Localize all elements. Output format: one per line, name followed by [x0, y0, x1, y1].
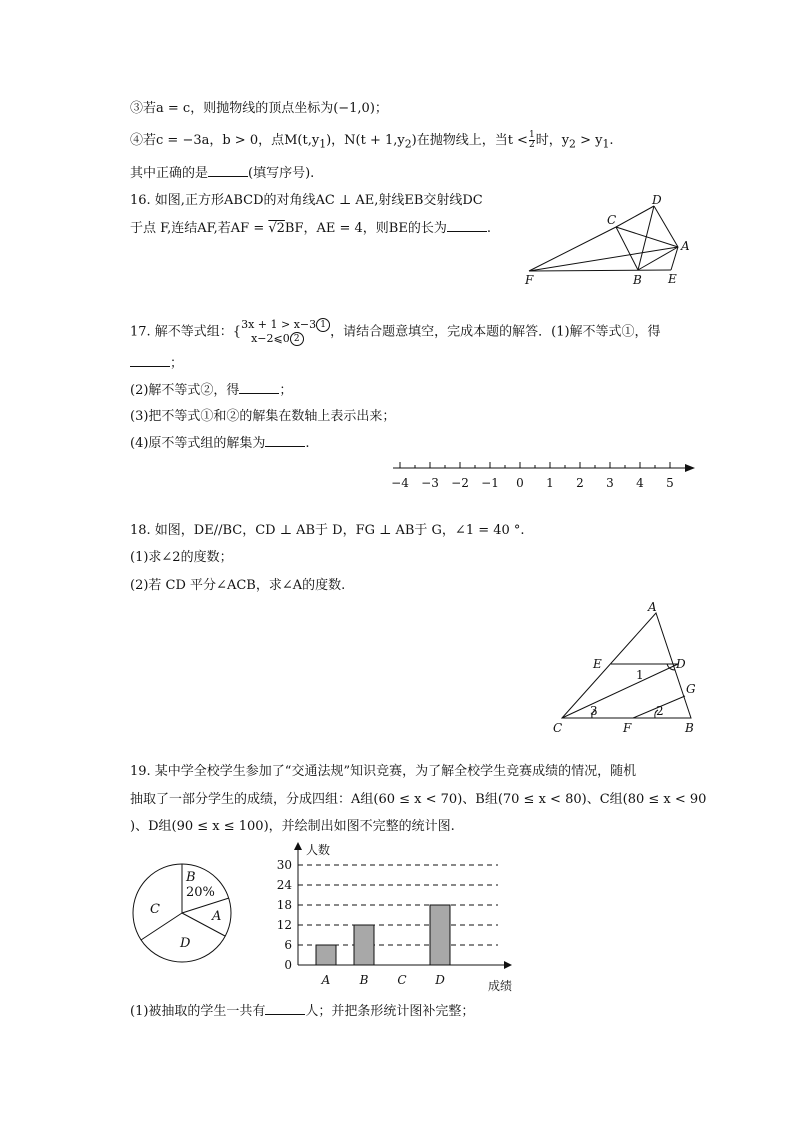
label-A: A	[648, 600, 657, 614]
arrow-right-icon	[685, 464, 695, 472]
q19-line1: 19. 某中学全校学生参加了“交通法规”知识竞赛，为了解全校学生竞赛成绩的情况，随机	[130, 764, 637, 779]
y-tick-label: 0	[284, 958, 292, 972]
axis-tick-label: 2	[576, 476, 584, 490]
pie-label-B: B	[186, 870, 196, 885]
label-C: C	[553, 721, 563, 735]
label-G: G	[686, 682, 696, 696]
label-B: B	[633, 273, 642, 287]
y-tick-label: 12	[276, 918, 292, 932]
inequality-system: 3x + 1 > x−3 1 x−2⩽0 2	[241, 318, 330, 346]
axis-tick-label: −4	[391, 476, 409, 490]
q18-part2: (2)若 CD 平分∠ACB，求∠A的度数.	[130, 578, 346, 593]
q16-figure	[520, 190, 700, 290]
q18-figure	[545, 596, 705, 740]
q16-line2: 于点 F,连结AF,若AF = √2BF，AE = 4，则BE的长为 .	[130, 221, 491, 236]
axis-tick-label: 1	[546, 476, 554, 490]
axis-tick-label: −3	[421, 476, 439, 490]
axis-tick-label: 3	[606, 476, 614, 490]
q17-part3: (3)把不等式①和②的解集在数轴上表示出来；	[130, 409, 396, 424]
y-tick-label: 6	[284, 938, 292, 952]
pie-label-A: A	[212, 909, 222, 924]
axis-tick-label: −2	[451, 476, 469, 490]
q15-item3: ③若a = c，则抛物线的顶点坐标为(−1,0)；	[130, 101, 388, 116]
answer-blank[interactable]	[208, 164, 248, 177]
q19-part1: (1)被抽取的学生一共有 人；并把条形统计图补完整；	[130, 1004, 475, 1019]
answer-blank[interactable]	[447, 219, 487, 232]
axis-tick-label: −1	[481, 476, 499, 490]
q18-part1: (1)求∠2的度数；	[130, 550, 233, 565]
q17-part4: (4)原不等式组的解集为 .	[130, 436, 310, 451]
q16-line1: 16. 如图,正方形ABCD的对角线AC ⊥ AE,射线EB交射线DC	[130, 193, 483, 208]
q15-item4: ④若c = −3a，b > 0，点$M(t,y_1)$，$N(t + 1,y_2)$在抛物线上，当t < $\frac{1}{2}$ 时，$y_2 > y_1$.	[130, 130, 614, 151]
q18-line1: 18. 如图，DE//BC，CD ⊥ AB于 D，FG ⊥ AB于 G，∠1 = 40 °.	[130, 523, 525, 538]
label-C: C	[607, 213, 617, 227]
y-tick-label: 30	[276, 858, 292, 872]
label-F: F	[525, 273, 534, 287]
answer-blank[interactable]	[130, 354, 170, 367]
number-line	[385, 455, 705, 495]
bar-chart	[268, 838, 513, 993]
label-A: A	[681, 239, 690, 253]
answer-blank[interactable]	[265, 1002, 305, 1015]
axis-tick-label: 4	[636, 476, 644, 490]
angle-label-2: 2	[656, 704, 664, 718]
axis-tick-label: 5	[666, 476, 674, 490]
y-tick-label: 24	[276, 878, 292, 892]
q19-line3: )、D组(90 ≤ x ≤ 100)，并绘制出如图不完整的统计图.	[130, 819, 455, 834]
label-E: E	[668, 272, 677, 286]
pie-chart	[128, 860, 238, 970]
y-axis-arrow-icon	[294, 842, 302, 850]
axis-tick-label: 0	[516, 476, 524, 490]
x-axis-arrow-icon	[504, 961, 512, 969]
q15-answer-line: 其中正确的是 (填写序号).	[130, 166, 315, 181]
q19-line2: 抽取了一部分学生的成绩，分成四组：A组(60 ≤ x < 70)、B组(70 ≤ x < 80)、C组(80 ≤ x < 90	[130, 792, 707, 807]
angle-label-3: 3	[590, 704, 598, 718]
q17-line2: ；	[130, 352, 183, 371]
bar-A	[316, 945, 336, 965]
q17-part2: (2)解不等式②，得 ；	[130, 383, 293, 398]
y-axis-label: 人数	[306, 843, 331, 857]
y-tick-label: 18	[276, 898, 292, 912]
label-D: D	[652, 193, 662, 207]
x-tick-label: D	[435, 973, 445, 987]
label-E: E	[593, 657, 602, 671]
fraction-one-half: $\frac{1}{2}$	[528, 130, 535, 150]
answer-blank[interactable]	[265, 434, 305, 447]
pie-label-C: C	[150, 902, 160, 917]
x-tick-label: C	[397, 973, 407, 987]
q17-intro: 17. 解不等式组：{ 3x + 1 > x−3 1 x−2⩽0 2 ，请结合题意填空，完成本题的解答．(1)解不等式①，得	[130, 318, 661, 345]
label-D: D	[676, 657, 686, 671]
pie-label-B-percent: 20%	[186, 885, 215, 900]
x-tick-label: B	[359, 973, 369, 987]
bar-B	[354, 925, 374, 965]
angle-label-1: 1	[636, 668, 644, 682]
x-axis-label: 成绩	[488, 979, 513, 993]
label-B: B	[685, 721, 694, 735]
answer-blank[interactable]	[239, 381, 279, 394]
x-tick-label: A	[321, 973, 331, 987]
label-F: F	[623, 721, 632, 735]
pie-label-D: D	[180, 936, 191, 951]
bar-D	[430, 905, 450, 965]
